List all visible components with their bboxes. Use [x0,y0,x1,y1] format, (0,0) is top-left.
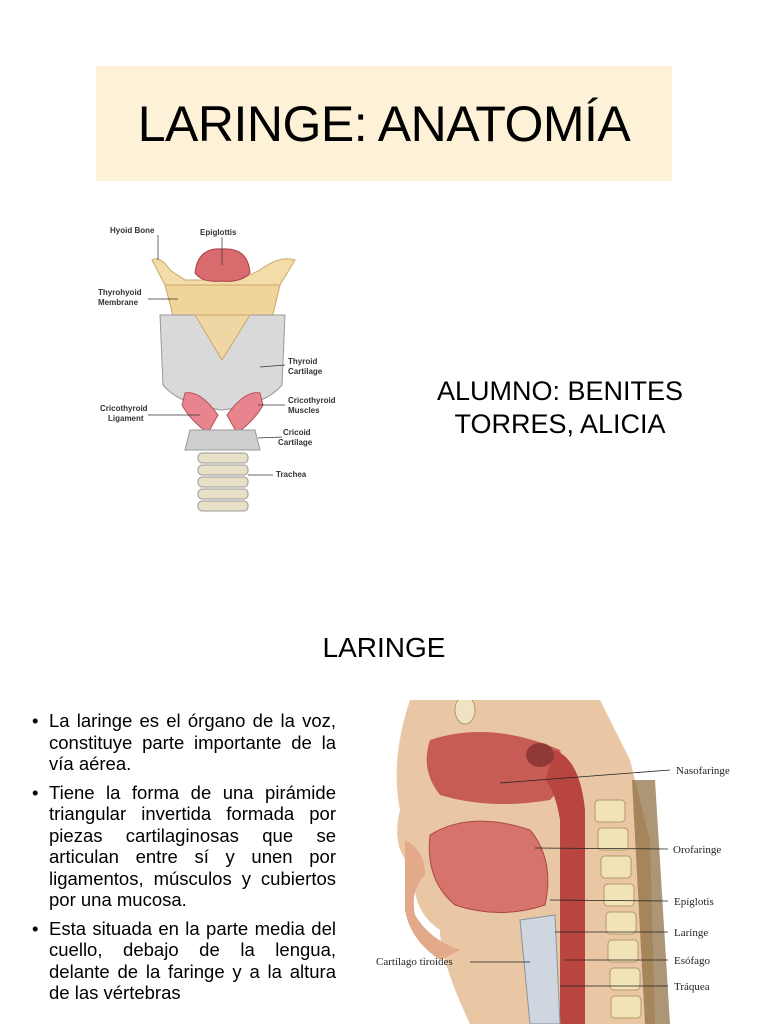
label-hyoid-bone: Hyoid Bone [110,226,155,235]
label-esofago: Esófago [674,955,711,967]
label-cricoid-2: Cartilage [278,438,313,447]
label-laringe: Laringe [674,927,709,939]
bullet-text: La laringe es el órgano de la voz, constituye parte importante de la vía aérea. [49,710,336,774]
label-cartilago-tiroides: Cartílago tiroides [376,956,453,968]
bullet-text: Esta situada en la parte media del cuello, debajo de la lengua, delante de la faringe y a la altura de las vértebras [49,917,336,1003]
slide-laringe [0,570,768,1024]
larynx-anterior-illustration [90,215,350,525]
title-banner [96,66,672,181]
label-orofaringe: Orofaringe [673,844,722,856]
label-cricothyroid-muscles-1: Cricothyroid [288,396,336,405]
label-thyroid-2: Cartilage [288,367,323,376]
label-thyrohyoid-2: Membrane [98,298,139,307]
label-cricothyroid-muscles-2: Muscles [288,406,320,415]
label-cricoid-1: Cricoid [283,428,311,437]
bullet-dot-icon: • [32,781,39,803]
label-nasofaringe: Nasofaringe [676,765,730,777]
bullet-item [32,918,336,1004]
bullet-item [32,710,336,775]
label-traquea: Tráquea [674,981,710,993]
sagittal-head-neck-illustration [370,700,768,1024]
label-thyroid-1: Thyroid [288,357,318,366]
label-cricothyroid-ligament-2: Ligament [108,414,144,423]
bullet-text: Tiene la forma de una pirámide triangular invertida formada por piezas cartilaginosas que se articulan entre sí y unen por ligamentos, músculos y cubiertos por una mucosa. [49,781,336,910]
slide2-title: LARINGE [322,632,446,663]
bullet-dot-icon: • [32,710,39,731]
student-name [410,375,710,441]
slide-title-text: LARINGE: ANATOMÍA [137,95,631,152]
bullet-dot-icon: • [32,917,39,939]
student-line-1: ALUMNO: BENITES [436,376,684,406]
label-epiglottis: Epiglottis [200,228,237,237]
label-epiglotis: Epíglotis [674,896,714,908]
label-cricothyroid-ligament-1: Cricothyroid [100,404,148,413]
bullet-list [32,710,336,1011]
label-trachea: Trachea [276,470,307,479]
label-thyrohyoid-1: Thyrohyoid [98,288,142,297]
student-line-2: TORRES, ALICIA [454,409,666,439]
bullet-item [32,782,336,911]
